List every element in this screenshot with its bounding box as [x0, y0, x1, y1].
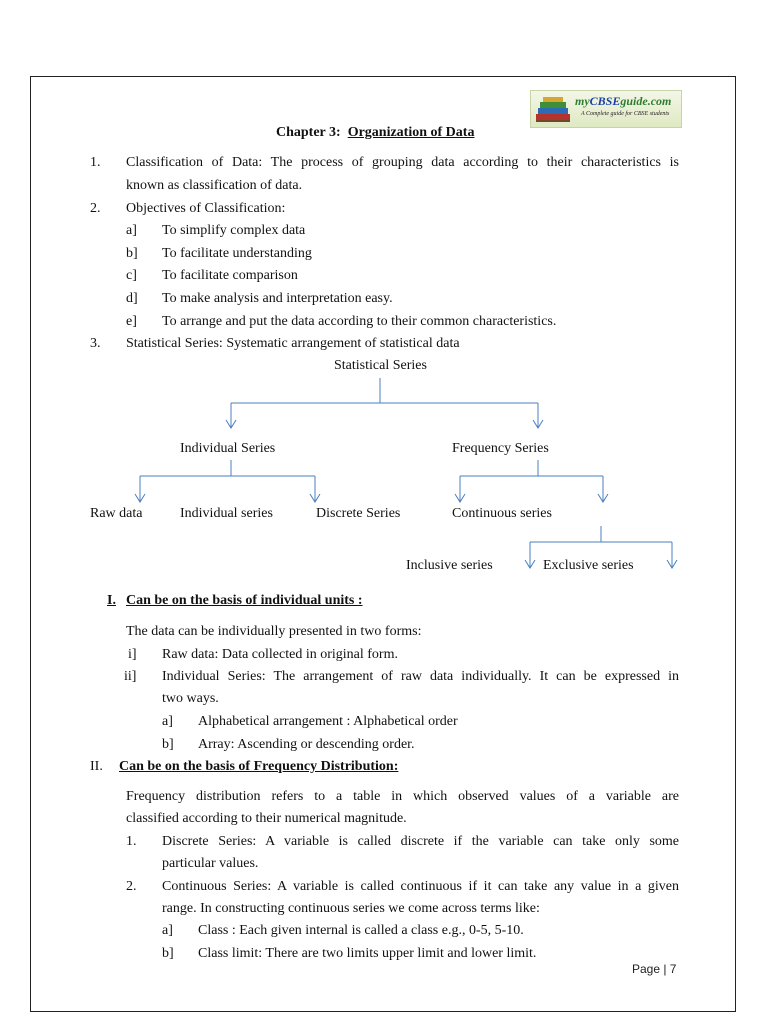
logo-brand: myCBSEguide.com [575, 94, 672, 108]
part2-intro-line1: Frequency distribution refers to a table in which observed values of a variable are [126, 789, 679, 804]
part1-item-text-cont: two ways. [162, 691, 219, 706]
part2-item-text-cont: particular values. [162, 856, 259, 871]
objective-text: To simplify complex data [162, 223, 306, 238]
section1-line2: known as classification of data. [126, 178, 303, 193]
part1-item-text: Raw data: Data collected in original form. [162, 647, 398, 662]
section1-line1: Classification of Data: The process of grouping data according to their characteristics is [126, 155, 679, 170]
part1-item-marker: i] [128, 647, 137, 662]
node-statistical-series: Statistical Series [334, 358, 427, 373]
part2-item-marker: 2. [126, 879, 137, 894]
objective-marker: e] [126, 314, 137, 329]
chapter-title: Chapter 3: Organization of Data [276, 125, 475, 140]
part2-item-text-cont: range. In constructing continuous series we come across terms like: [162, 901, 540, 916]
objective-marker: b] [126, 246, 138, 261]
part1-subitem-text: Array: Ascending or descending order. [198, 737, 415, 752]
part1-subitem-marker: a] [162, 714, 173, 729]
section1-number: 1. [90, 155, 101, 170]
part1-intro: The data can be individually presented in two forms: [126, 624, 422, 639]
node-inclusive-series: Inclusive series [406, 558, 493, 573]
part2-numeral: II. [90, 759, 103, 774]
part2-item-text: Discrete Series: A variable is called discrete if the variable can take only some [162, 834, 679, 849]
node-continuous-series: Continuous series [452, 506, 552, 521]
part2-subitem-marker: b] [162, 946, 174, 961]
part2-intro-line2: classified according to their numerical magnitude. [126, 811, 407, 826]
part1-numeral: I. [107, 593, 116, 608]
part2-item-marker: 1. [126, 834, 137, 849]
node-individual-series-leaf: Individual series [180, 506, 273, 521]
objective-marker: c] [126, 268, 137, 283]
part1-subitem-text: Alphabetical arrangement : Alphabetical order [198, 714, 458, 729]
part1-item-marker: ii] [124, 669, 137, 684]
part1-subitem-marker: b] [162, 737, 174, 752]
part2-subitem-text: Class : Each given internal is called a class e.g., 0-5, 5-10. [198, 923, 524, 938]
node-discrete-series: Discrete Series [316, 506, 401, 521]
logo-tagline: A Complete guide for CBSE students [581, 111, 670, 117]
part2-subitem-text: Class limit: There are two limits upper limit and lower limit. [198, 946, 537, 961]
objective-marker: d] [126, 291, 138, 306]
part2-subitem-marker: a] [162, 923, 173, 938]
node-frequency-series: Frequency Series [452, 441, 549, 456]
objective-text: To make analysis and interpretation easy. [162, 291, 393, 306]
section2-heading: Objectives of Classification: [126, 201, 286, 216]
objective-text: To facilitate comparison [162, 268, 298, 283]
section3-number: 3. [90, 336, 101, 351]
objective-marker: a] [126, 223, 137, 238]
section3-text: Statistical Series: Systematic arrangement of statistical data [126, 336, 460, 351]
part2-item-text: Continuous Series: A variable is called continuous if it can take any value in a given [162, 879, 679, 894]
part2-heading: Can be on the basis of Frequency Distribution: [119, 759, 399, 774]
objective-text: To arrange and put the data according to their common characteristics. [162, 314, 557, 329]
section2-number: 2. [90, 201, 101, 216]
part1-item-text: Individual Series: The arrangement of raw data individually. It can be expressed in [162, 669, 679, 684]
node-exclusive-series: Exclusive series [543, 558, 634, 573]
part1-heading: Can be on the basis of individual units : [126, 593, 363, 608]
objective-text: To facilitate understanding [162, 246, 312, 261]
node-individual-series: Individual Series [180, 441, 276, 456]
page-number: Page | 7 [632, 962, 677, 976]
node-raw-data: Raw data [90, 506, 143, 521]
